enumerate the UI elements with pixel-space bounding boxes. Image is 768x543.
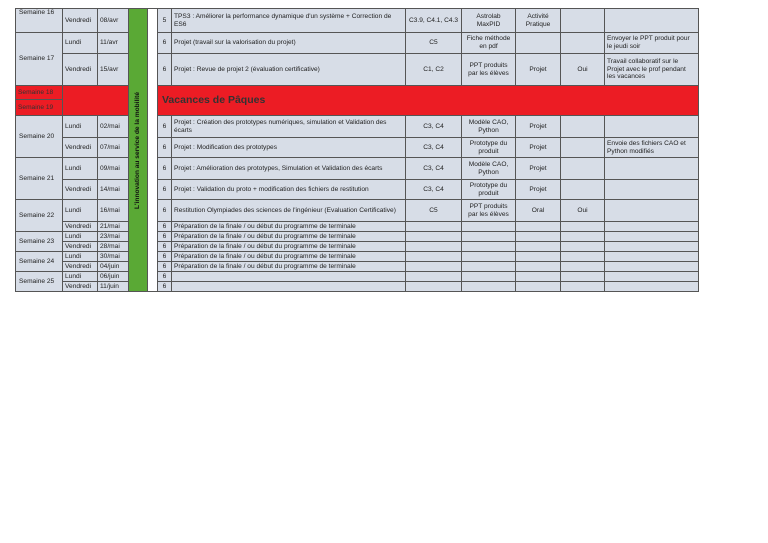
date-cell: 04/juin (98, 262, 129, 272)
activity-cell: Projet : Validation du proto + modification des fichiers de restitution (172, 180, 406, 200)
activity-cell: Projet : Création des prototypes numériques, simulation et Validation des écarts (172, 116, 406, 138)
notes-cell (605, 252, 699, 262)
activity-cell: Préparation de la finale / ou début du programme de terminale (172, 262, 406, 272)
hours-cell: 6 (158, 200, 172, 222)
notes-cell (605, 200, 699, 222)
day-cell: Vendredi (63, 242, 98, 252)
table-row (16, 222, 699, 232)
graded-cell (561, 262, 605, 272)
evaluation-cell (516, 252, 561, 262)
evaluation-cell (516, 272, 561, 282)
evaluation-cell (516, 232, 561, 242)
hours-cell: 6 (158, 180, 172, 200)
date-cell: 08/avr (98, 9, 129, 33)
notes-cell: Envoyer le PPT produit pour le jeudi soir (605, 33, 699, 54)
table-row (16, 9, 699, 33)
evaluation-cell (516, 282, 561, 292)
hours-cell: 6 (158, 262, 172, 272)
competency-cell (406, 222, 462, 232)
hours-cell: 6 (158, 272, 172, 282)
notes-cell (605, 242, 699, 252)
evaluation-cell (516, 242, 561, 252)
activity-cell: TPS3 : Améliorer la performance dynamique d'un système + Correction de ES6 (172, 9, 406, 33)
support-cell: Prototype du produit (462, 180, 516, 200)
hours-cell: 6 (158, 158, 172, 180)
evaluation-cell: Projet (516, 180, 561, 200)
graded-cell (561, 242, 605, 252)
support-cell (462, 242, 516, 252)
table-row (16, 252, 699, 262)
week-cell: Semaine 19 (16, 100, 63, 116)
activity-cell: Préparation de la finale / ou début du programme de terminale (172, 252, 406, 262)
hours-cell: 6 (158, 242, 172, 252)
competency-cell: C3, C4 (406, 138, 462, 158)
date-cell: 16/mai (98, 200, 129, 222)
activity-cell: Préparation de la finale / ou début du programme de terminale (172, 232, 406, 242)
activity-cell: Restitution Olympiades des sciences de l'ingénieur (Evaluation Certificative) (172, 200, 406, 222)
week-cell: Semaine 17 (16, 33, 63, 86)
table-row (16, 242, 699, 252)
activity-cell: Projet : Modification des prototypes (172, 138, 406, 158)
day-cell: Vendredi (63, 9, 98, 33)
notes-cell (605, 180, 699, 200)
week-cell: Semaine 24 (16, 252, 63, 272)
day-cell: Lundi (63, 33, 98, 54)
support-cell: Prototype du produit (462, 138, 516, 158)
theme-label: L'innovation au service de la mobilité (134, 91, 142, 209)
competency-cell (406, 252, 462, 262)
support-cell: PPT produits par les élèves (462, 54, 516, 86)
graded-cell (561, 180, 605, 200)
table-row (16, 33, 699, 54)
competency-cell: C5 (406, 200, 462, 222)
graded-cell (561, 252, 605, 262)
day-cell: Lundi (63, 232, 98, 242)
hours-cell: 6 (158, 116, 172, 138)
date-cell: 30/mai (98, 252, 129, 262)
competency-cell: C3, C4 (406, 116, 462, 138)
activity-cell (172, 282, 406, 292)
week-cell: Semaine 22 (16, 200, 63, 232)
day-cell: Vendredi (63, 282, 98, 292)
graded-cell (561, 282, 605, 292)
date-cell: 15/avr (98, 54, 129, 86)
day-cell: Lundi (63, 116, 98, 138)
support-cell: Astrolab MaxPID (462, 9, 516, 33)
date-cell: 11/avr (98, 33, 129, 54)
graded-cell (561, 272, 605, 282)
date-cell: 02/mai (98, 116, 129, 138)
activity-cell: Projet (travail sur la valorisation du projet) (172, 33, 406, 54)
theme-band (129, 9, 148, 292)
support-cell: Modèle CAO, Python (462, 116, 516, 138)
day-cell: Lundi (63, 200, 98, 222)
date-cell: 06/juin (98, 272, 129, 282)
support-cell (462, 252, 516, 262)
graded-cell: Oui (561, 200, 605, 222)
date-cell: 23/mai (98, 232, 129, 242)
notes-cell (605, 9, 699, 33)
date-cell: 21/mai (98, 222, 129, 232)
activity-cell: Projet : Amélioration des prototypes, Simulation et Validation des écarts (172, 158, 406, 180)
date-cell: 14/mai (98, 180, 129, 200)
graded-cell (561, 9, 605, 33)
schedule-table (15, 8, 699, 292)
hours-cell: 6 (158, 252, 172, 262)
date-cell: 28/mai (98, 242, 129, 252)
table-row (16, 282, 699, 292)
support-cell (462, 222, 516, 232)
competency-cell (406, 282, 462, 292)
competency-cell (406, 272, 462, 282)
evaluation-cell (516, 33, 561, 54)
table-row (16, 158, 699, 180)
date-cell: 07/mai (98, 138, 129, 158)
day-cell: Vendredi (63, 54, 98, 86)
activity-cell: Préparation de la finale / ou début du programme de terminale (172, 242, 406, 252)
table-row (16, 200, 699, 222)
support-cell (462, 232, 516, 242)
hours-cell: 6 (158, 282, 172, 292)
competency-cell: C3, C4 (406, 158, 462, 180)
week-cell: Semaine 21 (16, 158, 63, 200)
notes-cell (605, 272, 699, 282)
day-cell: Lundi (63, 272, 98, 282)
notes-cell (605, 262, 699, 272)
table-row (16, 116, 699, 138)
table-row (16, 272, 699, 282)
support-cell (462, 272, 516, 282)
hours-cell: 6 (158, 54, 172, 86)
support-cell: Modèle CAO, Python (462, 158, 516, 180)
vacation-row (16, 86, 699, 100)
week-cell: Semaine 25 (16, 272, 63, 292)
support-cell (462, 262, 516, 272)
notes-cell (605, 116, 699, 138)
table-row (16, 54, 699, 86)
vacation-date-cell (63, 86, 129, 116)
notes-cell (605, 232, 699, 242)
vacation-title: Vacances de Pâques (158, 86, 699, 116)
hours-cell: 6 (158, 222, 172, 232)
graded-cell (561, 33, 605, 54)
competency-cell: C3, C4 (406, 180, 462, 200)
evaluation-cell: Oral (516, 200, 561, 222)
spacer-column (148, 9, 158, 292)
competency-cell: C3.9, C4.1, C4.3 (406, 9, 462, 33)
competency-cell (406, 232, 462, 242)
competency-cell (406, 262, 462, 272)
evaluation-cell: Projet (516, 116, 561, 138)
hours-cell: 5 (158, 9, 172, 33)
notes-cell (605, 282, 699, 292)
table-row (16, 232, 699, 242)
notes-cell: Envoie des fichiers CAO et Python modifiés (605, 138, 699, 158)
hours-cell: 6 (158, 138, 172, 158)
table-row (16, 262, 699, 272)
support-cell (462, 282, 516, 292)
day-cell: Vendredi (63, 262, 98, 272)
evaluation-cell: Projet (516, 138, 561, 158)
day-cell: Vendredi (63, 180, 98, 200)
table-row (16, 180, 699, 200)
activity-cell: Projet : Revue de projet 2 (évaluation certificative) (172, 54, 406, 86)
evaluation-cell: Activité Pratique (516, 9, 561, 33)
table-row (16, 138, 699, 158)
week-cell: Semaine 20 (16, 116, 63, 158)
graded-cell (561, 158, 605, 180)
day-cell: Vendredi (63, 138, 98, 158)
day-cell: Lundi (63, 158, 98, 180)
day-cell: Vendredi (63, 222, 98, 232)
week-cell: Semaine 23 (16, 232, 63, 252)
hours-cell: 6 (158, 33, 172, 54)
activity-cell (172, 272, 406, 282)
competency-cell (406, 242, 462, 252)
evaluation-cell (516, 262, 561, 272)
activity-cell: Préparation de la finale / ou début du programme de terminale (172, 222, 406, 232)
day-cell: Lundi (63, 252, 98, 262)
graded-cell (561, 116, 605, 138)
notes-cell (605, 222, 699, 232)
support-cell: PPT produits par les élèves (462, 200, 516, 222)
support-cell: Fiche méthode en pdf (462, 33, 516, 54)
evaluation-cell (516, 222, 561, 232)
evaluation-cell: Projet (516, 158, 561, 180)
date-cell: 11/juin (98, 282, 129, 292)
graded-cell (561, 138, 605, 158)
hours-cell: 6 (158, 232, 172, 242)
notes-cell: Travail collaboratif sur le Projet avec le prof pendant les vacances (605, 54, 699, 86)
graded-cell: Oui (561, 54, 605, 86)
competency-cell: C5 (406, 33, 462, 54)
graded-cell (561, 232, 605, 242)
graded-cell (561, 222, 605, 232)
week-cell: Semaine 16 (16, 9, 63, 33)
week-cell: Semaine 18 (16, 86, 63, 100)
competency-cell: C1, C2 (406, 54, 462, 86)
date-cell: 09/mai (98, 158, 129, 180)
notes-cell (605, 158, 699, 180)
evaluation-cell: Projet (516, 54, 561, 86)
